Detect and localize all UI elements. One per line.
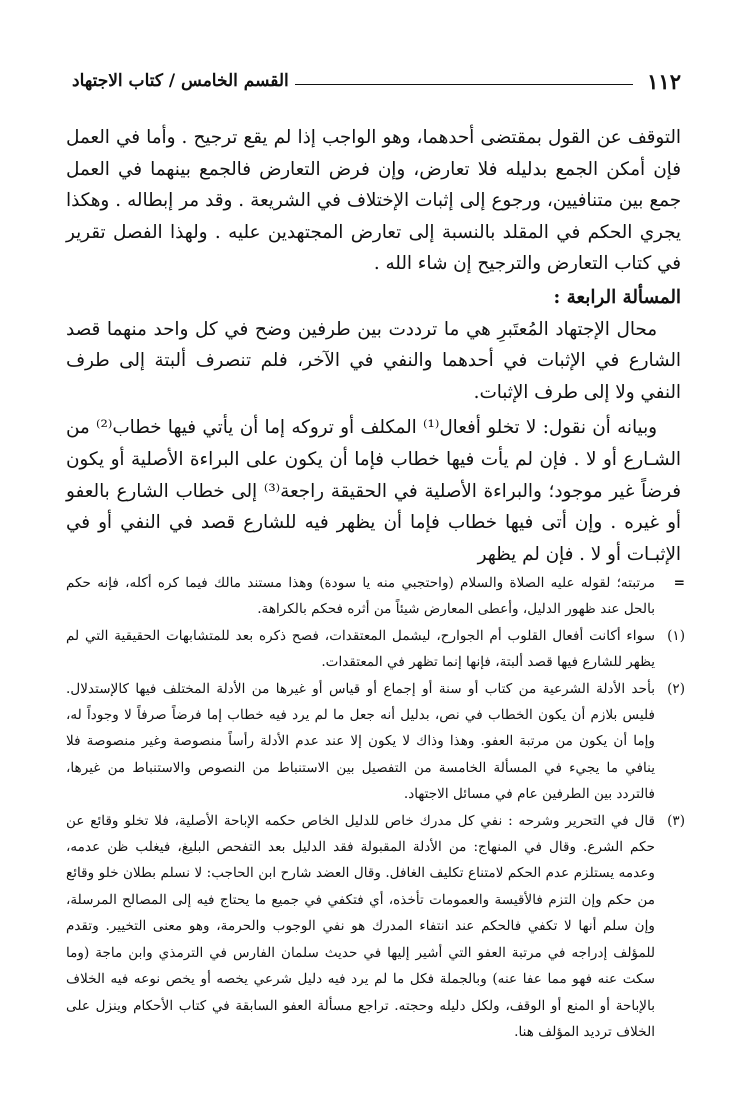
footnote-2 bbox=[66, 676, 685, 808]
footnote-marker: (٢) bbox=[667, 680, 685, 697]
paragraph-2: محال الإجتهاد المُعتَبرِ هي ما ترددت بين طرفين وضح في كل واحد منهما قصد الشارع في الإثبات في أحدهما والنفي في الآخر، فلم تنصرف ألبتة إلى طرف النفي ولا إلى طرف الإثبات. bbox=[66, 318, 681, 403]
footnote-marker: (١) bbox=[667, 627, 685, 644]
paragraph-1: التوقف عن القول بمقتضى أحدهما، وهو الواجب إذا لم يقع ترجيح . وأما في العمل فإن أمكن الجمع بدليله فلا تعارض، وإن فرض التعارض فالجمع بينهما في العمل جمع بين متنافيين، ورجوع إلى إثبات الإختلاف في الشريعة . وقد مر إبطاله . وهكذا يجري الحكم في المقلد بالنسبة إلى تعارض المجتهدين عليه . ولهذا الفصل تقرير في كتاب التعارض والترجيح إن شاء الله . bbox=[66, 127, 681, 275]
paragraph-3: وبيانه أن نقول: لا تخلو أفعال⁽¹⁾ المكلف أو تروكه إما أن يأتي فيها خطاب⁽²⁾ من الشـارع أو لا . فإن لم يأت فيها خطاب فإما أن يكون على البراءة الأصلية أو يكون فرضاً غير موجود؛ والبراءة الأصلية في الحقيقة راجعة⁽³⁾ إلى خطاب الشارع بالعفو أو غيره . وإن أتى فيها خطاب فإما أن يظهر فيه للشارع قصد في النفي أو في الإثبـات أو لا . فإن لم يظهر bbox=[66, 417, 681, 565]
footnote-text: بأحد الأدلة الشرعية من كتاب أو سنة أو إجماع أو قياس أو غيرها من الأدلة المختلف فيها كالإستدلال. فليس بلازم أن يكون الخطاب في نص، بدليل أنه جعل ما لم يرد فيه خطاب إما فرضاً صرفاً لا وجوداً له، وإما أن يكون من مرتبة العفو. وهذا وذاك لا يكون إلا عند عدم الأدلة رأساً منصوصة وغير منصوصة فلا ينافي ما يجيء في المسألة الخامسة من التفصيل بين الاستنباط من النصوص والاستنباط من غيرها، فالتردد بين الطرفين عام في مسائل الاجتهاد. bbox=[66, 680, 655, 803]
footnote-text: سواء أكانت أفعال القلوب أم الجوارح، ليشمل المعتقدات، فصح ذكره بعد للمتشابهات الحقيقية التي لم يظهر للشارع فيها قصد ألبتة، فإنها إنما تظهر في المعتقدات. bbox=[66, 627, 655, 671]
page-number: ١١٢ bbox=[647, 68, 681, 94]
footnote-continuation-text: مرتبته؛ لقوله عليه الصلاة والسلام (واحتجبي منه يا سودة) وهذا مستند مالك فيما كره أكله، فإنه حكم بالحل عند ظهور الدليل، وأعطى المعارض شيئاً من أثره فحكم بالكراهة. bbox=[66, 575, 655, 618]
section-heading: المسألة الرابعة : bbox=[553, 286, 681, 308]
footnote-3 bbox=[66, 808, 685, 1046]
header-rule bbox=[295, 84, 633, 85]
continuation-mark: = bbox=[673, 575, 685, 591]
footnotes bbox=[66, 570, 685, 1045]
footnote-text: قال في التحرير وشرحه : نفي كل مدرك خاص للدليل الخاص حكمه الإباحة الأصلية، فلا تخلو وقائع عن حكم الشرع. وقال في المنهاج: من الأدلة المقبولة فقد الدليل بعد التفحص البليغ، فيغلب ظن عدمه، وعدمه يستلزم عدم الحكم لامتناع تكليف الغافل. وقال العضد شارح ابن الحاجب: لا نسلم بطلان خلو وقائع من حكم وإن التزم فالأقيسة والعمومات تأخذه، أي فتكفي في جميع ما يحتاج فيه إلى المصالح المرسلة، وإن سلم أنها لا تكفي فالحكم عند انتفاء المدرك هو نفي الوجوب والحرمة، وهو معنى التخيير. وتقدم للمؤلف إدراجه في مرتبة العفو التي أشير إليها في حديث سلمان الفارس في الترمذي وابن ماجة (وما سكت عنه فهو مما عفا عنه) وبالجملة فكل ما لم يرد فيه دليل شرعي يخصه أو يخص نوعه فيه الخلاف بالإباحة أو المنع أو الوقف، ولكل دليله وحجته. تراجع مسألة العفو السابقة في كتاب الأحكام وينزل على الخلاف ترديد المؤلف هنا. bbox=[66, 812, 655, 1040]
footnote-1 bbox=[66, 623, 685, 676]
footnote-continuation bbox=[66, 570, 685, 623]
footnote-marker: (٣) bbox=[667, 812, 685, 829]
running-header bbox=[72, 66, 681, 96]
running-title: القسم الخامس / كتاب الاجتهاد bbox=[72, 71, 289, 91]
main-text bbox=[66, 122, 681, 570]
